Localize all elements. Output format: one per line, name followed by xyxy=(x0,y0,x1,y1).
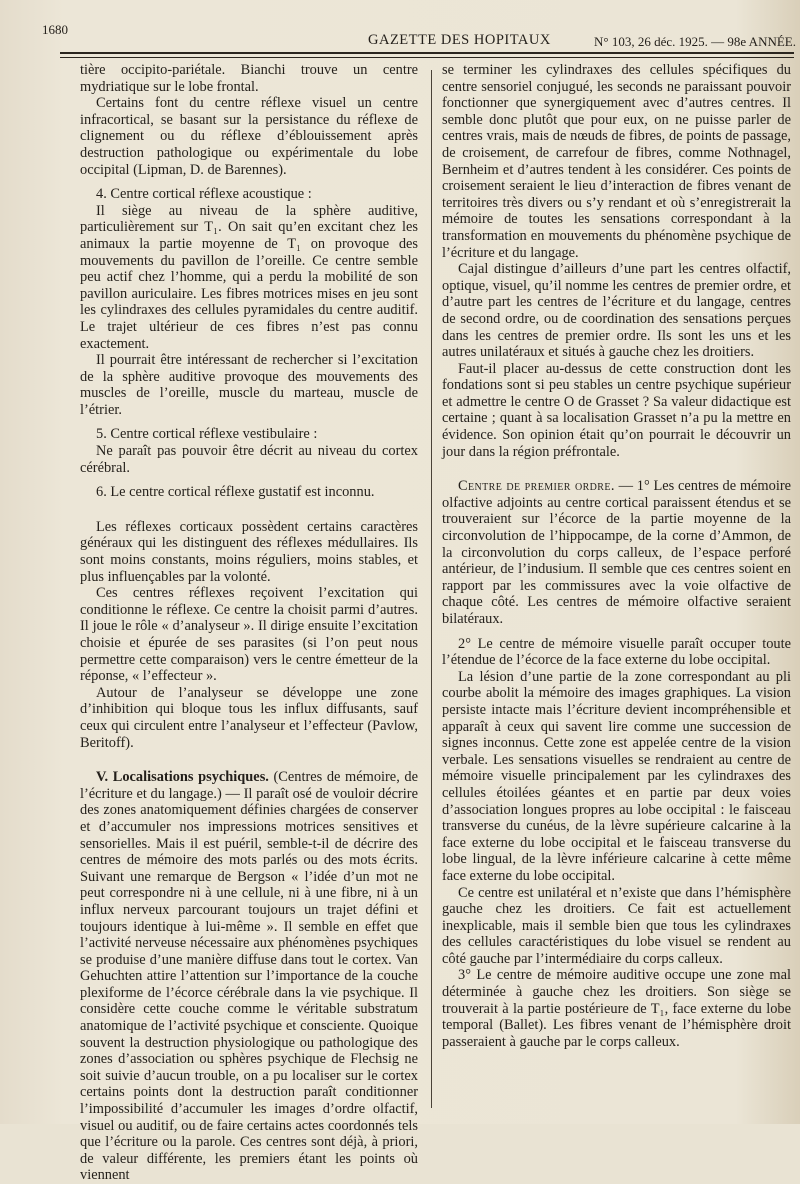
paragraph xyxy=(80,426,418,443)
left-column xyxy=(80,62,418,1184)
paragraph xyxy=(442,62,791,261)
paragraph-text: tière occipito-pariétale. Bianchi trouve un centre mydriatique sur le lobe frontal. xyxy=(80,62,418,95)
paragraph-text: se terminer les cylindraxes des cellules spécifiques du centre sensoriel conjugué, les seconds ne paraissant pouvoir fonctionner que synergiquement avec d’autres centres. Il semble donc plutôt que pour eux, on ne puisse parler de centres vrais, mais de nœuds de fibres, de points de passage, de croisement, de carrefour de fibres, comme Nothnagel, Bernheim et d’autres tendent à les considérer. Ces points de croisement seraient le lieu d’interaction de fibres venant de territoires très divers ou s’y rendant et où s’enregistrerait la mémoire de toutes les sensations correspondant à la transformation en mouvements du phénomène psychique de l’écriture et du langage. xyxy=(442,62,791,261)
paragraph xyxy=(80,352,418,418)
section-heading: V. Localisations psychiques. xyxy=(96,769,269,786)
paragraph xyxy=(442,636,791,669)
header-rule xyxy=(60,52,794,54)
journal-title: GAZETTE DES HOPITAUX xyxy=(368,32,551,48)
paragraph xyxy=(442,885,791,968)
header-rule-thin xyxy=(60,57,794,58)
paragraph-text: La lésion d’une partie de la zone correspondant au pli courbe abolit la mémoire des images graphiques. La vision persiste intacte mais l’écriture devient incompréhensible et apparaît à ceux qui savent lire comme une succession de signes inconnus. Cette zone est appelée centre de la vision verbale. Les sensations visuelles se rendraient au centre de mémoire visuelle principalement par les cylindraxes des cellules étoilées géantes et en partie par deux voies d’association longues propres au lobe occipital : le faisceau transverse du cunéus, de la lèvre supérieure calcarine à la face externe du lobe occipital et le faisceau transverse du lobe lingual, de la lèvre inférieure calcarine à cette même face externe du lobe occipital. xyxy=(442,668,791,884)
paragraph xyxy=(80,519,418,585)
paragraph xyxy=(80,443,418,476)
paragraph xyxy=(80,203,418,352)
paragraph-text: Ne paraît pas pouvoir être décrit au niveau du cortex cérébral. xyxy=(80,443,418,476)
paragraph xyxy=(442,478,791,627)
paragraph xyxy=(80,95,418,178)
paragraph-text: (Centres de mémoire, de l’écriture et du langage.) — Il paraît osé de vouloir décrire des zones anatomiquement définies chargées de conserver et d’accumuler nos impressions motrices sensitives et sensorielles. Mais il est puéril, semble-t-il de décrire des centres de mémoire des mots parlés ou des mots écrits. Suivant une remarque de Bergson « l’idée d’un mot ne peut correspondre ni à une cellule, ni à une fibre, ni à un influx nerveux parcourant toujours un trajet défini et toujours identique à lui-même ». Il semble en effet que l’activité nerveuse nécessaire aux phénomènes psychiques se produise d’une manière diffuse dans tout le cortex. Van Gehuchten attire l’attention sur l’importance de la couche plexiforme de l’écorce cérébrale dans la vie psychique. Il considère cette couche comme le véritable substratum anatomique de l’activité psychique et consciente. Quoique souvent la destruction physiologique ou pathologique des zones d’association ou sphères psychique de Flechsig ne soit suivie d’aucun trouble, on a pu localiser sur le cortex certains points dont la destruction paraît conditionner l’impossibilité d’accumuler les images d’ordre olfactif, visuel ou auditif, ou de faire certains actes coordonnés tels que l’écriture ou la parole. Ces centres sont déjà, à priori, de valeur différente, les premiers étant les points où viennent xyxy=(80,769,418,1184)
paragraph-text: Ces centres réflexes reçoivent l’excitation qui conditionne le réflexe. Ce centre la choisit parmi d’autres. Il joue le rôle « d’analyseur ». Il dirige ensuite l’excitation choisie et épurée de ses parasites (si l’on peut nous permettre cette comparaison) vers le centre émetteur de la réponse, « l’effecteur ». xyxy=(80,585,418,685)
paragraph-text: — 1° Les centres de mémoire olfactive adjoints au centre cortical paraissent étendus et se trouveraient sur l’écorce de la partie moyenne de la circonvolution de l’hippocampe, de la corne d’Ammon, de la circonvolution du corps calleux, de l’espace perforé antérieur, de l’indusium. Il semble que ces centres soient en rapport par les commissures avec la voie olfactive de chaque côté. Les centres de mémoire olfactive seraient bilatéraux. xyxy=(442,478,791,627)
paragraph-text: Les réflexes corticaux possèdent certains caractères généraux qui les distinguent des réflexes médullaires. Ils sont moins constants, moins réguliers, moins stables, et plus influençables par la volonté. xyxy=(80,518,418,585)
paragraph xyxy=(442,669,791,885)
paragraph-text: Cajal distingue d’ailleurs d’une part les centres olfactif, optique, visuel, qu’il nomme les centres de premier ordre, et d’autre part les centres de l’écriture et du langage, centres de second ordre, ou de coordination des sensations perçues dans les centres de premier ordre. Ils sont les uns et les autres unilatéraux et situés à gauche chez les droitiers. xyxy=(442,261,791,361)
paragraph-text: 3° Le centre de mémoire auditive occupe une zone mal déterminée à gauche chez les droitiers. Son siège se trouverait à la partie postérieure de T₁, face externe du lobe temporal (Ballet). Les fibres venant de l’hémisphère droit passeraient à gauche par le corps calleux. xyxy=(442,967,791,1050)
paragraph-text: Il pourrait être intéressant de rechercher si l’excitation de la sphère auditive provoque des mouvements des muscles de l’oreille, muscle du marteau, muscle de l’étrier. xyxy=(80,352,418,418)
paragraph-text: Certains font du centre réflexe visuel un centre infracortical, se basant sur la persistance du réflexe de clignement ou du réflexe d’éblouissement après destruction pathologique ou expérimentale du lobe occipital (Lipman, D. de Barennes). xyxy=(80,95,418,178)
paragraph-text: Autour de l’analyseur se développe une zone d’inhibition qui bloque tous les influx diffusants, sauf ceux qui circulent entre l’analyseur et l’effecteur (Pavlow, Beritoff). xyxy=(80,684,418,751)
paragraph-text: Ce centre est unilatéral et n’existe que dans l’hémisphère gauche chez les droitiers. Ce fait est actuellement inexplicable, mais il semble bien que tous les cylindraxes des cellules caractéristiques du lobe visuel se rendent au côté gauche par l’intermédiaire du corps calleux. xyxy=(442,884,791,967)
paragraph xyxy=(80,769,418,1184)
paragraph xyxy=(442,361,791,461)
paragraph xyxy=(80,62,418,95)
paragraph xyxy=(80,484,418,501)
paragraph-text: 2° Le centre de mémoire visuelle paraît occuper toute l’étendue de l’écorce de la face externe du lobe occipital. xyxy=(442,635,791,669)
paragraph xyxy=(442,261,791,361)
issue-info: N° 103, 26 déc. 1925. — 98e ANNÉE. xyxy=(594,34,796,49)
right-column xyxy=(442,62,791,1050)
column-divider xyxy=(431,70,432,1108)
paragraph-text: 6. Le centre cortical réflexe gustatif est inconnu. xyxy=(96,484,375,501)
paragraph xyxy=(442,967,791,1050)
paragraph xyxy=(80,685,418,751)
paragraph xyxy=(80,585,418,685)
paragraph-text: 4. Centre cortical réflexe acoustique : xyxy=(96,186,312,203)
paragraph-text: Il siège au niveau de la sphère auditive, particulièrement sur T₁. On sait qu’en excitant chez les animaux la partie moyenne de T₁ on provoque des mouvements du pavillon de l’oreille. Ce centre semble peu actif chez l’homme, qui a perdu la mobilité de son pavillon auriculaire. Les fibres motrices mises en jeu sont les cylindraxes des cellules pyramidales du centre auditif. Le trajet ultérieur de ces fibres n’est pas connu exactement. xyxy=(80,202,418,352)
paragraph-text: Faut-il placer au-dessus de cette construction dont les fondations sont si peu stables un centre psychique supérieur et admettre le centre O de Grasset ? Sa valeur didactique est certaine ; quant à sa localisation Grasset n’a pu la mettre en évidence. Son opinion était qu’on pourrait le découvrir un jour dans la région préfrontale. xyxy=(442,360,791,460)
paragraph-text: 5. Centre cortical réflexe vestibulaire : xyxy=(96,426,318,443)
page-number: 1680 xyxy=(42,22,68,37)
section-heading: Centre de premier ordre. xyxy=(458,478,615,495)
paragraph xyxy=(80,186,418,203)
